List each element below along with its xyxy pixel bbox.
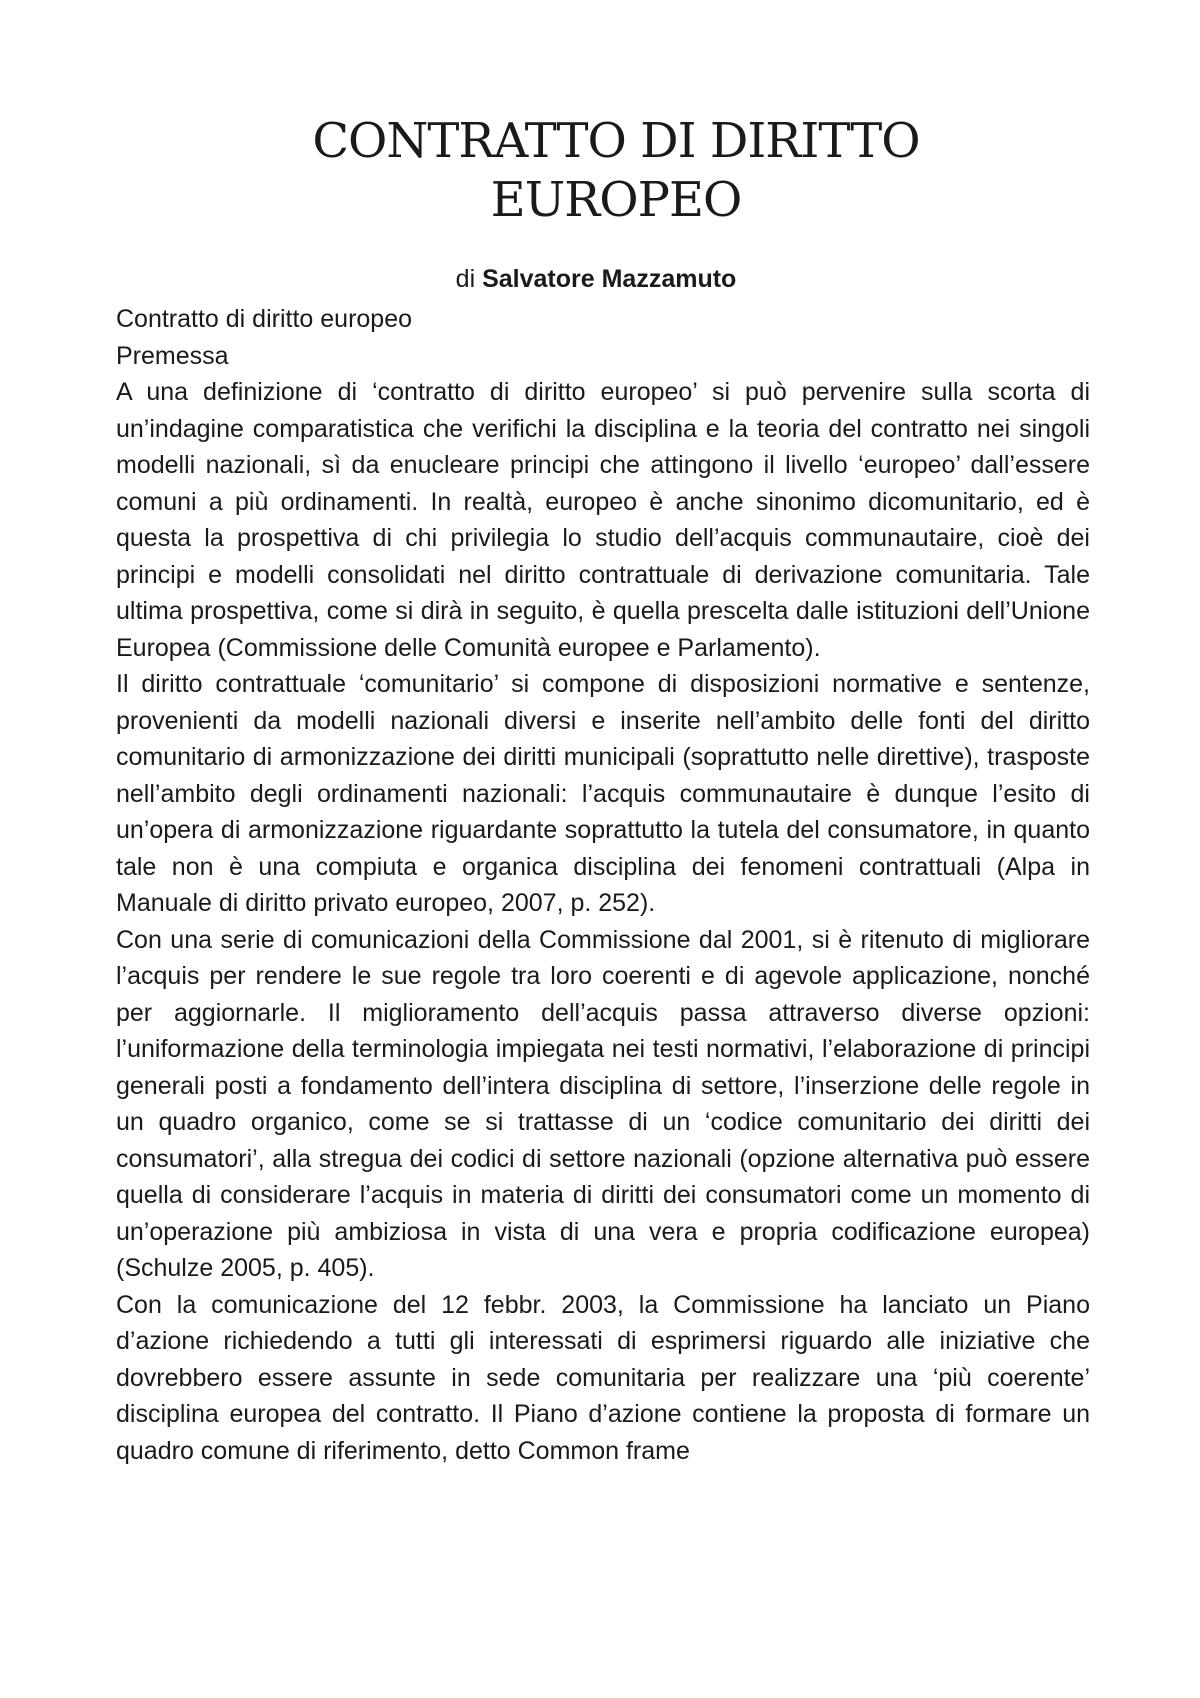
paragraph-2: Il diritto contrattuale ‘comunitario’ si compone di disposizioni normative e sentenze, provenienti da modelli nazionali diversi e inserite nell’ambito delle fonti del diritto comunitario di armonizzazione dei diritti municipali (soprattutto nelle direttive), trasposte nell’ambito degli ordinamenti nazionali: l’acquis communautaire è dunque l’esito di un’opera di armonizzazione riguardante soprattutto la tutela del consumatore, in quanto tale non è una compiuta e organica disciplina dei fenomeni contrattuali (Alpa in Manuale di diritto privato europeo, 2007, p. 252). [116, 670, 1090, 917]
document-body [116, 301, 1090, 1469]
title-line-2: EUROPEO [490, 172, 742, 228]
section-heading: Premessa [116, 341, 229, 370]
paragraph-1: A una definizione di ‘contratto di diritto europeo’ si può pervenire sulla scorta di un’indagine comparatistica che verifichi la disciplina e la teoria del contratto nei singoli modelli nazionali, sì da enucleare principi che attingono il livello ‘europeo’ dall’essere comuni a più ordinamenti. In realtà, europeo è anche sinonimo dicomunitario, ed è questa la prospettiva di chi privilegia lo studio dell’acquis communautaire, cioè dei principi e modelli consolidati nel diritto contrattuale di derivazione comunitaria. Tale ultima prospettiva, come si dirà in seguito, è quella prescelta dalle istituzioni dell’Unione Europea (Commissione delle Comunità europee e Parlamento). [116, 378, 1090, 662]
title-line-1: CONTRATTO DI DIRITTO [312, 113, 920, 169]
document-title [116, 112, 1116, 230]
paragraph-4: Con la comunicazione del 12 febbr. 2003, la Commissione ha lanciato un Piano d’azione richiedendo a tutti gli interessati di esprimersi riguardo alle iniziative che dovrebbero essere assunte in sede comunitaria per realizzare una ‘più coerente’ disciplina europea del contratto. Il Piano d’azione contiene la proposta di formare un quadro comune di riferimento, detto Common frame [116, 1290, 1090, 1465]
byline-prefix: di [455, 265, 483, 293]
paragraph-3: Con una serie di comunicazioni della Commissione dal 2001, si è ritenuto di migliorare l’acquis per rendere le sue regole tra loro coerenti e di agevole applicazione, nonché per aggiornarle. Il miglioramento dell’acquis passa attraverso diverse opzioni: l’uniformazione della terminologia impiegata nei testi normativi, l’elaborazione di principi generali posti a fondamento dell’intera disciplina di settore, l’inserzione delle regole in un quadro organico, come se si trattasse di un ‘codice comunitario dei diritti dei consumatori’, alla stregua dei codici di settore nazionali (opzione alternativa può essere quella di considerare l’acquis in materia di diritti dei consumatori come un momento di un’operazione più ambiziosa in vista di una vera e propria codificazione europea) (Schulze 2005, p. 405). [116, 925, 1090, 1282]
document-subtitle: Contratto di diritto europeo [116, 305, 413, 333]
byline [116, 263, 1076, 295]
author-name: Salvatore Mazzamuto [482, 265, 737, 293]
